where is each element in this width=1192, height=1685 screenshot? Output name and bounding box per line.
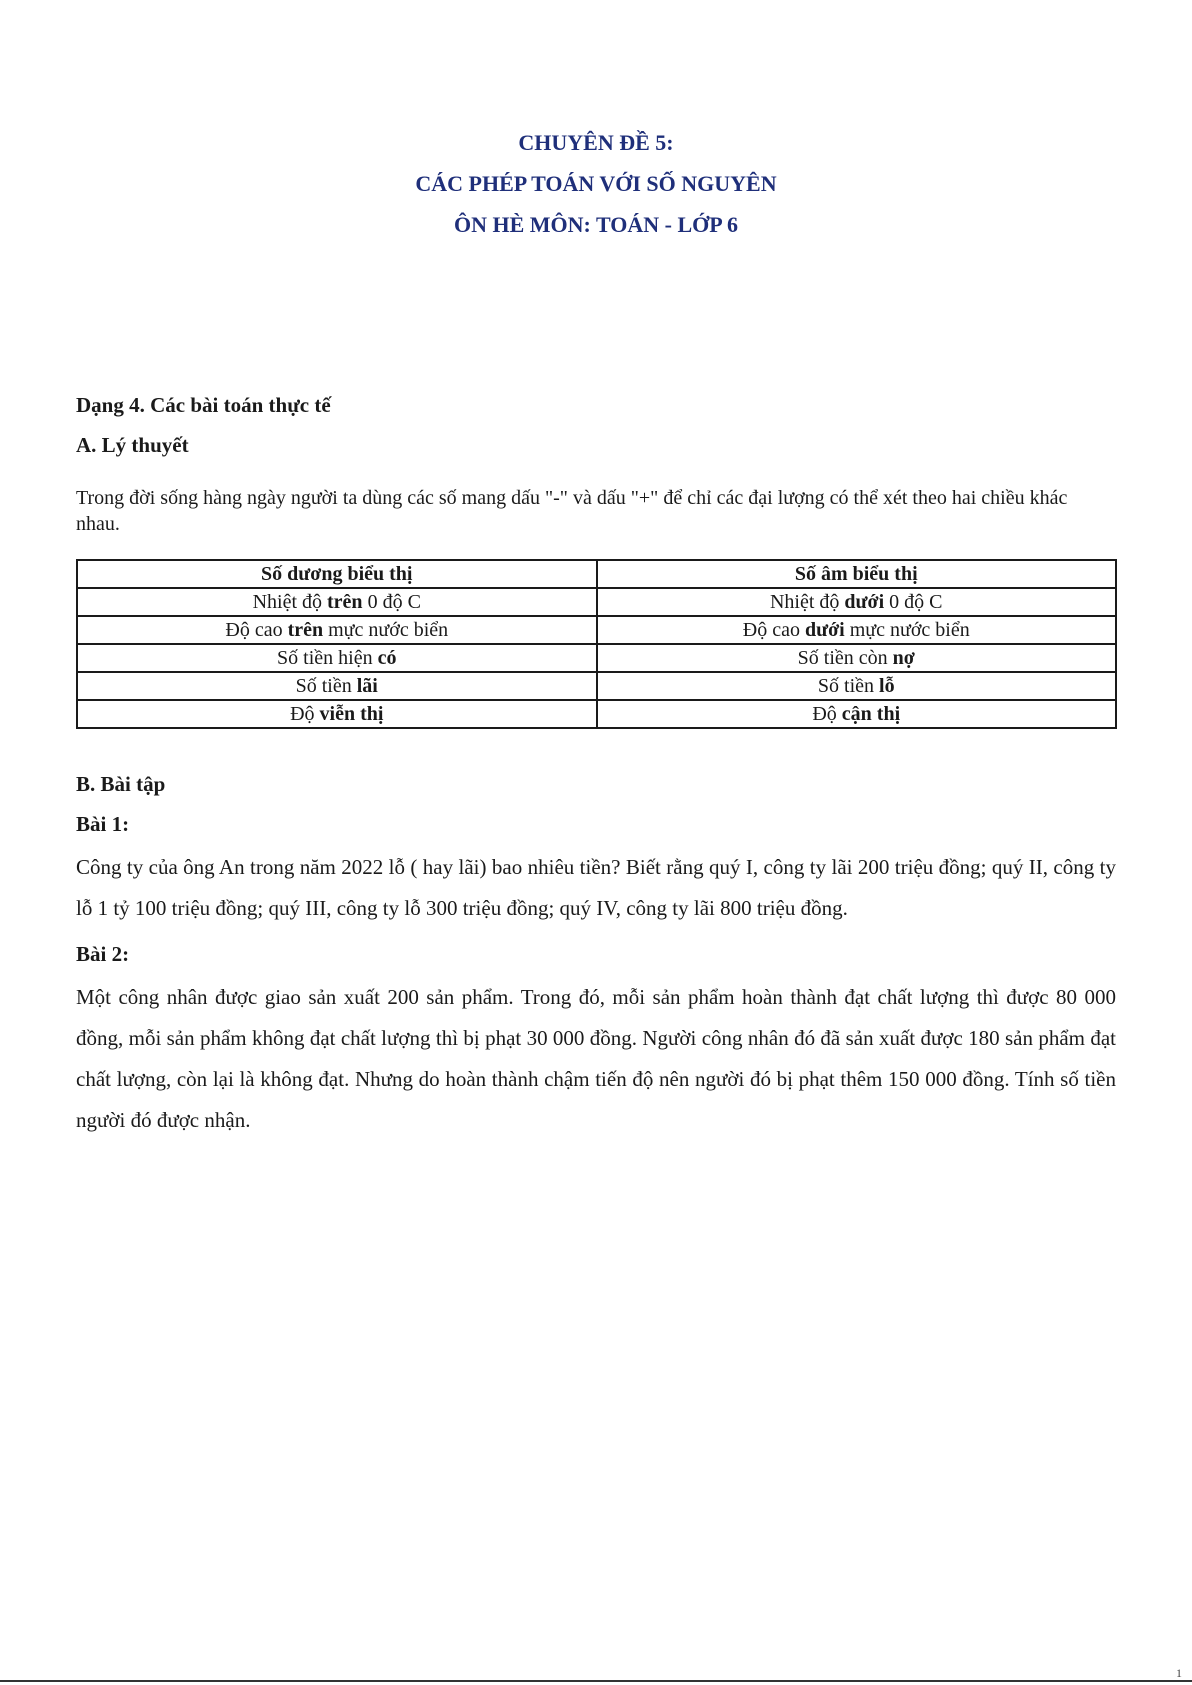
table-cell: Nhiệt độ dưới 0 độ C bbox=[597, 588, 1117, 616]
table-cell: Số tiền lãi bbox=[77, 672, 597, 700]
bai2-title: Bài 2: bbox=[76, 942, 130, 966]
footer-divider bbox=[0, 1680, 1192, 1682]
header-negative: Số âm biểu thị bbox=[597, 560, 1117, 588]
header-positive: Số dương biểu thị bbox=[77, 560, 597, 588]
intro-paragraph: Trong đời sống hàng ngày người ta dùng các số mang dấu "-" và dấu "+" để chỉ các đại lượng có thể xét theo hai chiều khác nhau. bbox=[76, 487, 1068, 535]
table-row bbox=[77, 672, 1116, 700]
comparison-table bbox=[76, 559, 1117, 729]
table-row bbox=[77, 588, 1116, 616]
bai1-title: Bài 1: bbox=[76, 812, 130, 836]
section-a-heading: A. Lý thuyết bbox=[76, 433, 189, 457]
table-header-row bbox=[77, 560, 1116, 588]
table-row bbox=[77, 644, 1116, 672]
table-cell: Số tiền còn nợ bbox=[597, 644, 1117, 672]
section-dang-heading: Dạng 4. Các bài toán thực tế bbox=[76, 393, 331, 417]
title-line-2: CÁC PHÉP TOÁN VỚI SỐ NGUYÊN bbox=[415, 171, 777, 196]
table-cell: Độ cận thị bbox=[597, 700, 1117, 728]
bai1-text: Công ty của ông An trong năm 2022 lỗ ( hay lãi) bao nhiêu tiền? Biết rằng quý I, công ty lãi 200 triệu đồng; quý II, công ty lỗ 1 tỷ 100 triệu đồng; quý III, công ty lỗ 300 triệu đồng; quý IV, công ty lãi 800 triệu đồng. bbox=[76, 855, 1116, 920]
table-cell: Số tiền hiện có bbox=[77, 644, 597, 672]
table-row bbox=[77, 700, 1116, 728]
title-line-3: ÔN HÈ MÔN: TOÁN - LỚP 6 bbox=[454, 212, 738, 237]
content bbox=[76, 390, 1116, 1141]
table-cell: Số tiền lỗ bbox=[597, 672, 1117, 700]
table-cell: Nhiệt độ trên 0 độ C bbox=[77, 588, 597, 616]
table-cell: Độ cao dưới mực nước biển bbox=[597, 616, 1117, 644]
table-cell: Độ cao trên mực nước biển bbox=[77, 616, 597, 644]
section-b bbox=[76, 769, 1116, 1141]
page-number: 1 bbox=[1176, 1666, 1182, 1680]
title-block bbox=[0, 122, 1192, 245]
table-row bbox=[77, 616, 1116, 644]
section-b-heading: B. Bài tập bbox=[76, 772, 166, 796]
title-line-1: CHUYÊN ĐỀ 5: bbox=[518, 130, 674, 155]
table-cell: Độ viễn thị bbox=[77, 700, 597, 728]
bai2-text: Một công nhân được giao sản xuất 200 sản phẩm. Trong đó, mỗi sản phẩm hoàn thành đạt chất lượng thì được 80 000 đồng, mỗi sản phẩm không đạt chất lượng thì bị phạt 30 000 đồng. Người công nhân đó đã sản xuất được 180 sản phẩm đạt chất lượng, còn lại là không đạt. Nhưng do hoàn thành chậm tiến độ nên người đó bị phạt thêm 150 000 đồng. Tính số tiền người đó được nhận. bbox=[76, 985, 1116, 1132]
